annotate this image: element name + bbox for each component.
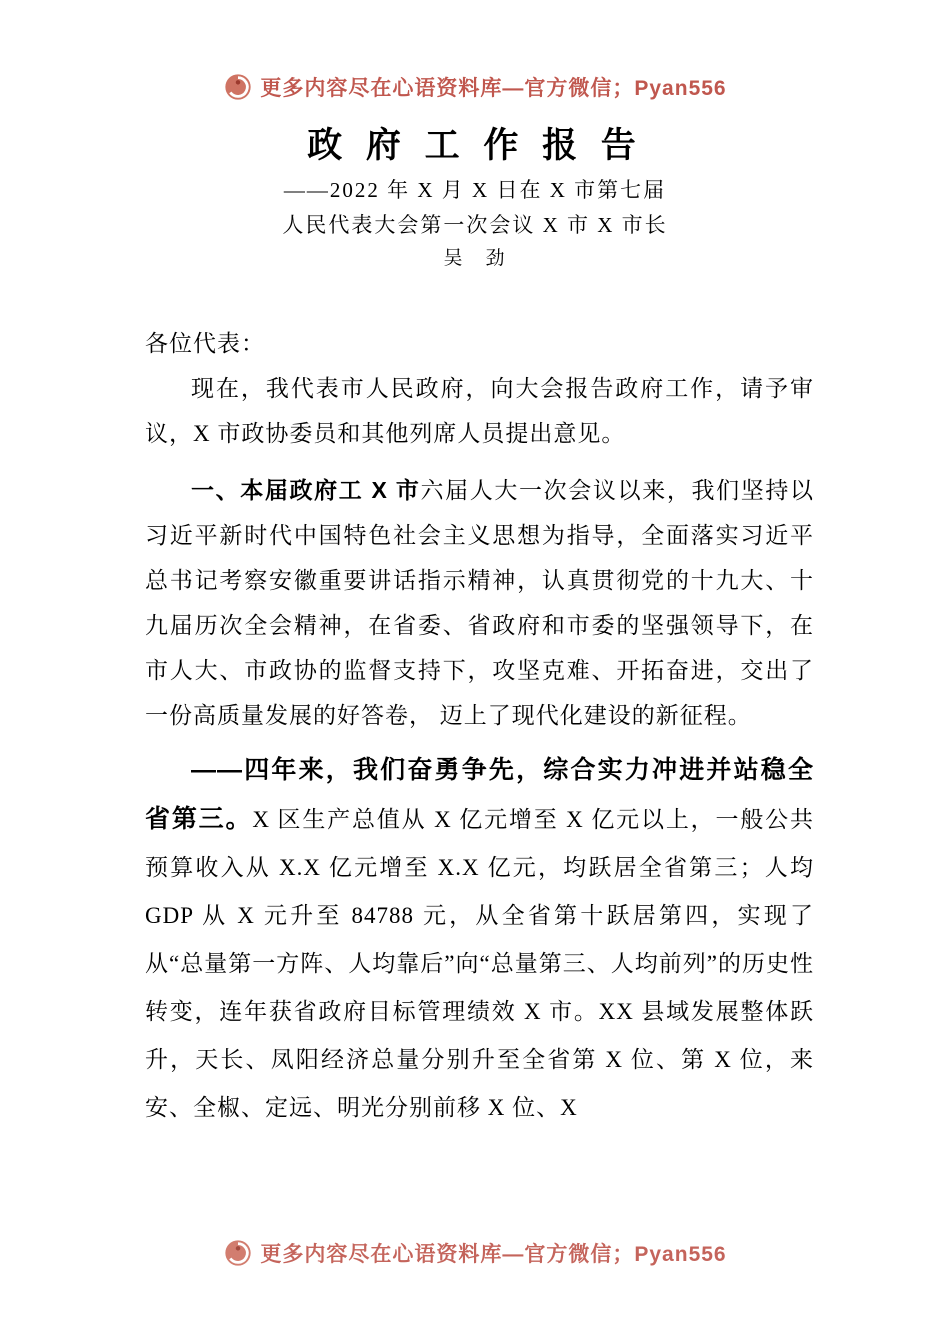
watermark-text: 更多内容尽在心语资料库—官方微信；Pyan556 <box>260 77 727 100</box>
watermark-footer <box>0 1238 950 1268</box>
section-1-heading: 一、本届政府工 X 市 <box>191 477 421 503</box>
document-author: 吴 劲 <box>443 248 507 269</box>
watermark-header <box>0 0 950 102</box>
achievement-text: X 区生产总值从 X 亿元增至 X 亿元以上，一般公共预算收入从 X.X 亿元增至 X.X 亿元，均跃居全省第三；人均 GDP 从 X 元升至 84788 元，从全省第十跃居第四，实现了从“总量第一方阵、人均靠后”向“总量第三、人均前列”的历史性转变，连年获省政府目标管理绩效 X 市。XX 县域发展整体跃升，天长、凤阳经济总量分别升至全省第 X 位、第 X 位，来安、全椒、定远、明光分别前移 X 位、X <box>145 807 814 1120</box>
library-logo-icon <box>223 1238 253 1268</box>
watermark-text: 更多内容尽在心语资料库—官方微信；Pyan556 <box>260 1243 727 1266</box>
document-subtitle-line2: 人民代表大会第一次会议 X 市 X 市长 <box>282 213 668 237</box>
library-logo-icon <box>223 72 253 102</box>
document-title: 政 府 工 作 报 告 <box>307 126 643 165</box>
paragraph-achievement <box>145 746 814 1132</box>
paragraph-section-1 <box>145 468 814 738</box>
document-body <box>0 321 950 1132</box>
document-subtitle-line1: ——2022 年 X 月 X 日在 X 市第七届 <box>283 178 667 202</box>
salutation: 各位代表： <box>145 331 265 356</box>
paragraph-intro: 现在，我代表市人民政府，向大会报告政府工作，请予审议，X 市政协委员和其他列席人员提出意见。 <box>145 376 814 446</box>
section-1-text: 六届人大一次会议以来，我们坚持以习近平新时代中国特色社会主义思想为指导，全面落实习近平总书记考察安徽重要讲话指示精神，认真贯彻党的十九大、十九届历次全会精神，在省委、省政府和市委的坚强领导下，在市人大、市政协的监督支持下，攻坚克难、开拓奋进，交出了一份高质量发展的好答卷， 迈上了现代化建设的新征程。 <box>145 478 815 728</box>
achievement-heading: ——四年来，我们奋勇争先，综合实力冲进并站稳全省第三。 <box>145 756 814 833</box>
